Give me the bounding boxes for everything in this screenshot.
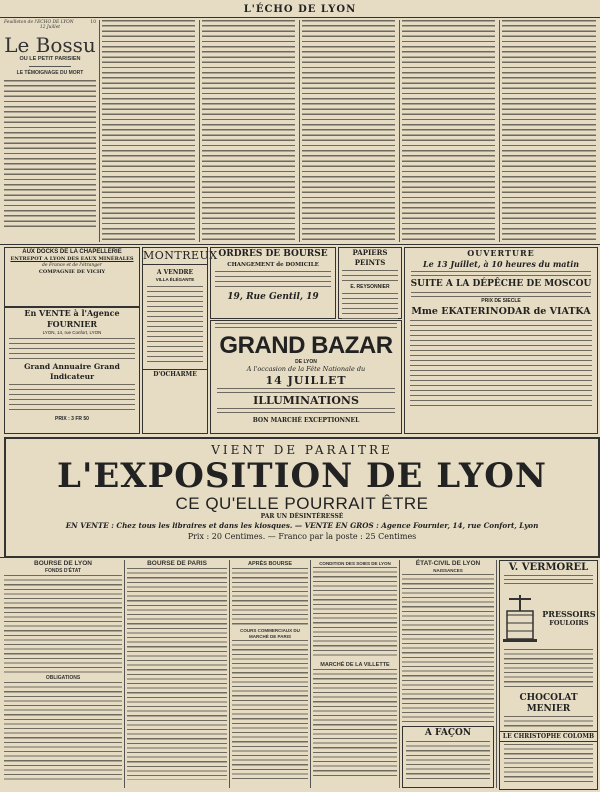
ad-vermorel-text xyxy=(504,575,593,587)
ad-vermorel-line4: LE CHRISTOPHE COLOMB xyxy=(500,731,597,742)
masthead-rule xyxy=(0,17,600,18)
ad-ouverture-line2: PRIX DE SIECLE xyxy=(481,298,521,304)
ad-facon-title: A FAÇON xyxy=(424,728,472,738)
ad-ordres-text xyxy=(215,271,331,289)
feuilleton-text xyxy=(4,80,96,230)
villette-title: MARCHÉ DE LA VILLETTE xyxy=(320,662,390,668)
ad-vermorel-line3: CHOCOLAT MENIER xyxy=(519,693,578,714)
ad-fournier-text2 xyxy=(9,384,135,414)
column-rule xyxy=(499,20,500,242)
etat-civil-text xyxy=(402,574,494,722)
ad-docks-line: COMPAGNIE DE VICHY xyxy=(38,269,106,275)
ad-vermorel-title: V. VERMOREL xyxy=(508,562,589,573)
ad-ordres-line2: 19, Rue Gentil, 19 xyxy=(227,292,319,302)
ad-expo-top: VIENT DE PARAITRE xyxy=(211,443,393,457)
ad-vermorel-text4 xyxy=(504,744,593,784)
naissances-title: NAISSANCES xyxy=(433,568,463,573)
ad-docks-title: AUX DOCKS DE LA CHAPELLERIE xyxy=(22,249,122,255)
ad-bazar-line2: ILLUMINATIONS xyxy=(253,394,359,407)
ad-ouverture-text3 xyxy=(410,320,592,410)
ad-docks xyxy=(4,247,140,307)
ad-bazar-date: 14 JUILLET xyxy=(265,374,347,387)
ad-bazar-text xyxy=(217,388,395,393)
column-rule xyxy=(399,20,400,242)
text-column-2 xyxy=(102,20,195,242)
ad-fournier-line1: LYON, 14, rue Confort, LYON xyxy=(42,330,102,335)
soies-title: CONDITION DES SOIES DE LYON xyxy=(319,561,391,566)
ad-montreux-title: MONTREUX xyxy=(143,248,207,265)
feuilleton-column xyxy=(4,20,96,242)
masthead: L'ÉCHO DE LYON xyxy=(243,4,357,15)
feuilleton-chapter: LE TÉMOIGNAGE DU MORT xyxy=(16,70,84,77)
ad-ouverture-title: OUVERTURE xyxy=(467,248,535,258)
ad-bazar-title: GRAND BAZAR xyxy=(219,332,393,359)
ad-vermorel-illustration-row xyxy=(500,588,597,648)
ad-expo-author: PAR UN DÉSINTÉRESSÉ xyxy=(260,513,344,520)
press-machine-icon xyxy=(501,593,539,643)
ad-ouverture-text2 xyxy=(411,292,591,297)
bourse-lyon-column xyxy=(4,560,122,788)
text-column-4 xyxy=(302,20,395,242)
column-rule xyxy=(310,560,311,788)
ad-vermorel-line1: PRESSOIRS xyxy=(542,608,596,619)
ad-grand-bazar xyxy=(210,320,402,434)
ad-docks-sub: ENTREPOT A LYON DES EAUX MINÉRALES xyxy=(10,256,134,262)
ad-facon xyxy=(402,726,494,788)
ad-vermorel-text3 xyxy=(504,716,593,730)
text-column-5 xyxy=(402,20,495,242)
ad-expo-price: Prix : 20 Centimes. — Franco par la poste : 25 Centimes xyxy=(187,532,417,541)
feuilleton-number: 10 xyxy=(90,20,96,25)
ad-ordres-line1: CHANGEMENT de DOMICILE xyxy=(227,262,319,268)
column-rule xyxy=(199,20,200,242)
ad-fournier-title: En VENTE à l'Agence FOURNIER xyxy=(24,308,120,329)
ad-fournier xyxy=(4,307,140,434)
ad-bazar-text2 xyxy=(217,408,395,416)
ad-ordres-bourse xyxy=(210,247,336,319)
ad-expo-title: L'EXPOSITION DE LYON xyxy=(57,456,547,496)
column-rule xyxy=(496,560,497,788)
apres-bourse-table xyxy=(232,568,308,628)
soies-table xyxy=(313,567,397,657)
column-rule xyxy=(124,560,125,788)
ad-ordres-title: ORDRES DE BOURSE xyxy=(218,249,328,259)
obligations-table xyxy=(4,682,122,782)
ad-expo-sale: EN VENTE : Chez tous les libraires et dans les kiosques. — VENTE EN GROS : Agence Fournier, 14, rue Confort, Lyon xyxy=(65,521,539,530)
ad-exposition xyxy=(4,437,600,558)
text-column-6 xyxy=(502,20,596,242)
ad-fournier-title2: Grand Annuaire Grand Indicateur xyxy=(24,362,120,381)
ad-montreux xyxy=(142,247,218,434)
ad-papiers-peints xyxy=(338,247,402,319)
bourse-paris-table xyxy=(127,568,227,780)
ad-bazar-sub: DE LYON xyxy=(295,359,317,365)
text-column-3 xyxy=(202,20,295,242)
ad-fournier-price: PRIX : 3 FR 50 xyxy=(55,416,89,422)
ad-facon-text xyxy=(406,741,490,781)
column-rule xyxy=(229,560,230,788)
column-rule xyxy=(99,20,100,242)
obligations-title: OBLIGATIONS xyxy=(45,675,81,681)
ad-montreux-line2: VILLA ÉLÉGANTE xyxy=(155,277,195,282)
cours-table xyxy=(232,640,308,780)
ad-ouverture xyxy=(404,247,598,434)
bourse-paris-column xyxy=(127,560,227,788)
feuilleton-header: Feuilleton de l'ECHO DE LYON xyxy=(4,20,74,25)
column-rule xyxy=(299,20,300,242)
feuilleton-subtitle: OU LE PETIT PARISIEN xyxy=(19,56,81,63)
feuilleton-date: 12 Juillet xyxy=(39,25,61,31)
ad-bazar-header-text xyxy=(215,323,397,331)
ad-papiers-text xyxy=(342,270,398,282)
ad-bazar-line3: BON MARCHÉ EXCEPTIONNEL xyxy=(252,417,360,424)
ad-montreux-text xyxy=(147,286,203,366)
ad-vermorel-text2 xyxy=(504,649,593,689)
feuilleton-divider xyxy=(29,66,71,67)
section-rule xyxy=(0,557,600,558)
ad-ouverture-name: Mme EKATERINODAR de VIATKA xyxy=(411,306,591,317)
fonds-title: FONDS D'ÉTAT xyxy=(44,568,81,574)
ad-ouverture-line1: SUITE A LA DÉPÊCHE DE MOSCOU xyxy=(410,279,592,289)
feuilleton-title: Le Bossu xyxy=(4,33,96,58)
fonds-table xyxy=(4,575,122,675)
ad-fournier-text xyxy=(9,338,135,360)
villette-table xyxy=(313,669,397,779)
soies-column xyxy=(313,560,397,788)
bourse-lyon-title: BOURSE DE LYON xyxy=(34,560,92,567)
ad-montreux-line1: A VENDRE xyxy=(156,269,194,276)
ad-papiers-name: E. REYSONNIER xyxy=(350,284,390,290)
bourse-paris-title: BOURSE DE PARIS xyxy=(147,560,207,567)
cours-title: COURS COMMERCIAUX DU MARCHÉ DE PARIS xyxy=(240,628,300,639)
ad-montreux-bottom: D'OCHARME xyxy=(143,369,207,379)
etat-civil-column xyxy=(402,560,494,788)
apres-bourse-column xyxy=(232,560,308,788)
ad-papiers-title: PAPIERS PEINTS xyxy=(352,248,388,267)
section-rule xyxy=(0,244,600,245)
ad-docks-sub2: de France et de l'étranger xyxy=(42,263,102,268)
ad-vermorel xyxy=(499,560,598,790)
apres-bourse-title: APRÈS BOURSE xyxy=(247,561,292,567)
column-rule xyxy=(399,560,400,788)
ad-bazar-line1: A l'occasion de la Fête Nationale du xyxy=(246,365,366,373)
ad-vermorel-line2: FOULOIRS xyxy=(549,618,589,627)
ad-ouverture-date: Le 13 Juillet, à 10 heures du matin xyxy=(422,259,580,269)
ad-ouverture-text xyxy=(411,271,591,277)
ad-expo-subtitle: CE QU'ELLE POURRAIT ÊTRE xyxy=(175,494,429,513)
ad-papiers-text2 xyxy=(342,293,398,319)
etat-civil-title: ÉTAT-CIVIL DE LYON xyxy=(415,560,481,567)
